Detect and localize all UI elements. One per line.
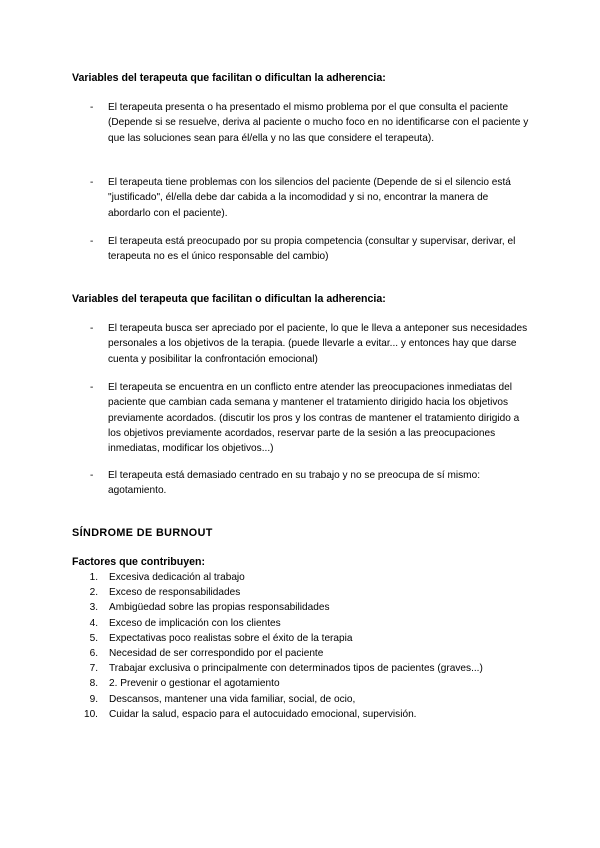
list-number: 4. [89,617,98,629]
list-item-text: Necesidad de ser correspondido por el paciente [109,647,324,659]
list-number: 9. [89,693,98,705]
list-item-text: El terapeuta presenta o ha presentado el mismo problema por el que consulta el paciente (Depende si se resuelve, deriva al paciente o mucho foco en no identificarse con el paciente y que las soluciones sean para él/ella y no las que considere el terapeuta). [108,102,529,144]
section-heading: Variables del terapeuta que facilitan o dificultan la adherencia: [72,72,386,84]
list-number: 7. [89,663,98,675]
factors-heading: Factores que contribuyen: [72,556,206,568]
list-number: 1. [89,572,98,583]
list-item [90,321,530,367]
list-item [90,175,530,221]
list-item-text: Expectativas poco realistas sobre el éxito de la terapia [109,632,353,644]
list-number: 3. [89,602,98,614]
list-number: 5. [89,632,98,644]
list-number: 10. [83,708,98,720]
page-title: SÍNDROME DE BURNOUT [72,527,213,539]
list-item-text: Trabajar exclusiva o principalmente con determinados tipos de pacientes (graves...) [109,663,483,675]
list-number: 2. [89,587,98,599]
list-item-text: Excesiva dedicación al trabajo [109,572,245,583]
list-item-text: Exceso de implicación con los clientes [109,617,281,629]
list-item-text: Ambigüedad sobre las propias responsabilidades [109,602,330,614]
list-item [90,380,530,456]
list-item-text: Cuidar la salud, espacio para el autocuidado emocional, supervisión. [109,708,417,720]
list-number: 8. [89,678,98,690]
bullet-dash: - [90,470,94,481]
list-item-text: El terapeuta tiene problemas con los silencios del paciente (Depende de si el silencio está "justificado", él/ella debe dar cabida a la incomodidad y si no, encontrar la manera de abordarlo con el paciente). [108,177,511,219]
list-item-text: 2. Prevenir o gestionar el agotamiento [109,678,280,690]
list-number: 6. [89,647,98,659]
bullet-dash: - [90,102,94,113]
bullet-dash: - [90,177,94,188]
list-item-text: El terapeuta busca ser apreciado por el paciente, lo que le lleva a anteponer sus necesidades personales a los objetivos de la terapia. (puede llevarle a evitar... y entonces hay que darse cuenta y posibilitar la confrontación emocional) [108,323,528,365]
list-item-text: El terapeuta se encuentra en un conflicto entre atender las preocupaciones inmediatas del paciente que cambian cada semana y mantener el tratamiento dirigido hacia los objetivos previamente acordados. (discutir los pros y los contras de mantener el tratamiento dirigido a los objetivos previamente acordados, reservar parte de la sesión a las preocupaciones inmediatas, modificar los objetivos...) [108,382,520,455]
list-item-text: El terapeuta está demasiado centrado en su trabajo y no se preocupa de sí mismo: agotamiento. [108,470,481,497]
list-item [90,468,530,499]
list-item [90,100,530,146]
bullet-dash: - [90,236,94,247]
list-item-text: El terapeuta está preocupado por su propia competencia (consultar y supervisar, derivar, el terapeuta no es el único responsable del cambio) [108,236,516,263]
list-item [90,234,530,265]
list-item-text: Descansos, mantener una vida familiar, social, de ocio, [109,693,356,705]
bullet-dash: - [90,323,94,334]
section-heading: Variables del terapeuta que facilitan o dificultan la adherencia: [72,293,386,305]
bullet-dash: - [90,382,94,393]
list-item-text: Exceso de responsabilidades [109,587,241,599]
